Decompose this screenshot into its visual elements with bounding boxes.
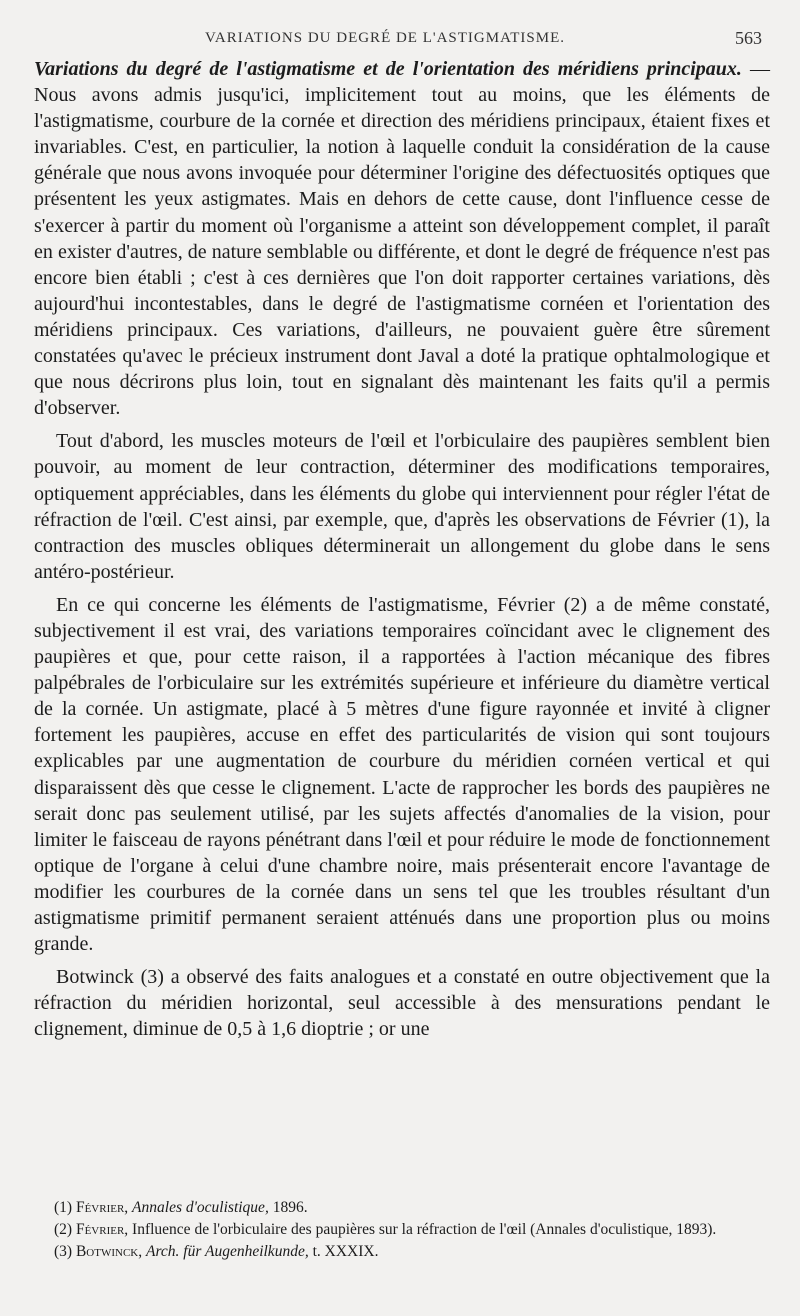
footnotes xyxy=(34,1198,770,1264)
footnote-marker: (3) xyxy=(54,1243,73,1260)
footnote-rest: Influence de l'orbiculaire des paupières sur la réfraction de l'œil (Annales d'oculistique, 1893). xyxy=(128,1221,717,1238)
footnote-work: Arch. für Augenheilkunde, xyxy=(145,1243,309,1260)
paragraph-1 xyxy=(34,56,770,421)
paragraph-3: En ce qui concerne les éléments de l'astigmatisme, Février (2) a de même constaté, subjectivement il est vrai, des variations temporaires coïncidant avec le clignement des paupières et que, pour cette raison, il a rapportées à l'action mécanique des fibres palpébrales de l'orbiculaire sur les extrémités supérieure et inférieure du diamètre vertical de la cornée. Un astigmate, placé à 5 mètres d'une figure rayonnée et invité à cligner fortement les paupières, accuse en effet des particularités de vision qui sont toujours explicables par une augmentation de courbure du méridien cornéen vertical et qui disparaissent dès que cesse le clignement. L'acte de rapprocher les bords des paupières ne serait donc pas seulement utilisé, par les sujets affectés d'anomalies de la vision, pour limiter le faisceau de rayons pénétrant dans l'œil et pour réduire le mode de fonctionnement optique de l'organe à celui d'une chambre noire, mais présenterait encore l'avantage de modifier les courbures de la cornée dans un sens tel que les troubles résultant d'un astigmatisme primitif permanent seraient atténués dans une proportion plus ou moins grande. xyxy=(34,593,770,956)
paragraph-2: Tout d'abord, les muscles moteurs de l'œil et l'orbiculaire des paupières semblent bien pouvoir, au moment de leur contraction, déterminer des modifications temporaires, optiquement appréciables, dans les éléments du globe qui interviennent pour régler l'état de réfraction de l'œil. C'est ainsi, par exemple, que, d'après les observations de Février (1), la contraction des muscles obliques déterminerait un allongement du globe dans le sens antéro-postérieur. xyxy=(34,430,770,583)
running-head xyxy=(0,26,800,50)
footnote-1 xyxy=(34,1198,770,1218)
paragraph-1-text: — Nous avons admis jusqu'ici, implicitement tout au moins, que les éléments de l'astigmatisme, courbure de la cornée et direction des méridiens principaux, étaient fixes et invariables. C'est, en particulier, la notion à laquelle conduit la considération de la cause générale que nous avons invoquée pour déterminer l'origine des défectuosités optiques que présentent les yeux astigmates. Mais en dehors de cette cause, dont l'influence cesse de s'exercer à partir du moment où l'organisme a atteint son développement complet, il paraît en exister d'autres, de nature semblable ou différente, et dont le degré de fréquence n'est pas encore bien établi ; c'est à ces dernières que l'on doit rapporter certaines variations, dès aujourd'hui incontestables, dans le degré de l'astigmatisme cornéen et l'orientation des méridiens principaux. Ces variations, d'ailleurs, ne pouvaient guère être sûrement constatées qu'avec le précieux instrument dont Javal a doté la pratique ophtalmologique et que nous décrirons plus loin, tout en signalant dès maintenant les faits qu'il a permis d'observer. xyxy=(34,58,771,420)
footnote-2 xyxy=(34,1220,770,1240)
footnote-author: Février, xyxy=(75,1221,129,1238)
footnote-author: Botwinck, xyxy=(75,1243,143,1260)
body-text xyxy=(34,56,770,1049)
footnote-marker: (1) xyxy=(54,1199,73,1216)
footnote-work: Annales d'oculistique, xyxy=(132,1199,269,1216)
footnote-3 xyxy=(34,1242,770,1262)
footnote-author: Février, xyxy=(75,1199,129,1216)
footnote-rest: t. XXXIX. xyxy=(308,1243,379,1260)
paragraph-4: Botwinck (3) a observé des faits analogues et a constaté en outre objectivement que la réfraction du méridien horizontal, seul accessible à des mensurations pendant le clignement, diminue de 0,5 à 1,6 dioptrie ; or une xyxy=(34,966,770,1041)
footnote-marker: (2) xyxy=(54,1221,73,1238)
page-number: 563 xyxy=(735,28,762,48)
section-title: Variations du degré de l'astigmatisme et de l'orientation des méridiens principaux. xyxy=(34,58,742,80)
footnote-rest: 1896. xyxy=(268,1199,308,1216)
running-title: VARIATIONS DU DEGRÉ DE L'ASTIGMATISME. xyxy=(205,30,566,46)
